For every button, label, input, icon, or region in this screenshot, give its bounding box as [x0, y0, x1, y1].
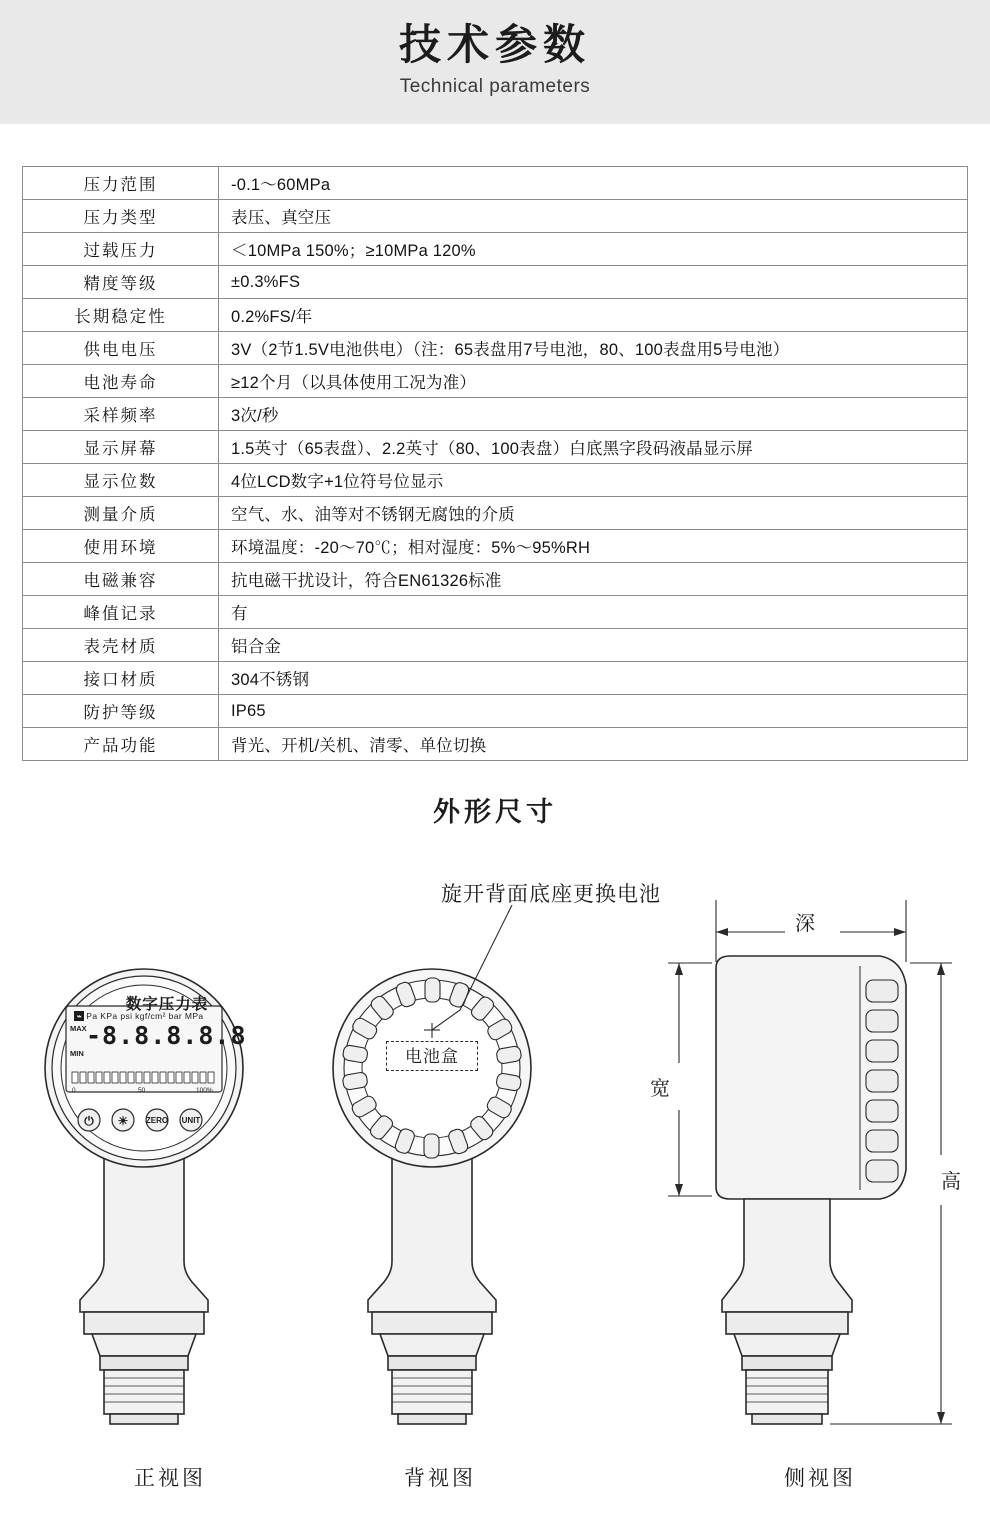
spec-key: 峰值记录: [23, 596, 219, 629]
dimension-label-height: 高: [941, 1171, 961, 1193]
spec-value: 环境温度：-20～70℃；相对湿度：5%～95%RH: [219, 530, 968, 563]
page-title-en: Technical parameters: [399, 76, 591, 97]
spec-key: 压力范围: [23, 167, 219, 200]
dimension-label-depth: 深: [795, 913, 815, 935]
spec-key: 防护等级: [23, 695, 219, 728]
spec-value: -0.1～60MPa: [219, 167, 968, 200]
spec-value: 表压、真空压: [219, 200, 968, 233]
spec-key: 显示位数: [23, 464, 219, 497]
battery-box-label: 电池盒: [386, 1041, 478, 1071]
zero-button-label[interactable]: ZERO: [145, 1116, 169, 1125]
lcd-digits: -8.8.8.8.8: [86, 1021, 247, 1050]
battery-replace-note: 旋开背面底座更换电池: [441, 883, 661, 906]
spec-key: 长期稳定性: [23, 299, 219, 332]
power-button-icon[interactable]: ⏻: [84, 1114, 94, 1128]
spec-value: 1.5英寸（65表盘）、2.2英寸（80、100表盘）白底黑字段码液晶显示屏: [219, 431, 968, 464]
spec-key: 产品功能: [23, 728, 219, 761]
spec-value: 3V（2节1.5V电池供电）（注：65表盘用7号电池，80、100表盘用5号电池）: [219, 332, 968, 365]
backlight-button-icon[interactable]: ☀: [117, 1114, 129, 1128]
spec-key: 显示屏幕: [23, 431, 219, 464]
spec-key: 过载压力: [23, 233, 219, 266]
bar-scale-mid-label: 50: [138, 1087, 146, 1094]
lcd-unit-kgfcm2: kgf/cm²: [135, 1011, 166, 1021]
caption-front-view: 正视图: [134, 1467, 206, 1490]
spec-key: 采样频率: [23, 398, 219, 431]
lcd-unit-psi: psi: [120, 1011, 133, 1021]
lcd-unit-mpa: MPa: [184, 1011, 204, 1021]
lcd-unit-kpa: KPa: [100, 1011, 118, 1021]
spec-value: 背光、开机/关机、清零、单位切换: [219, 728, 968, 761]
spec-value: 304不锈钢: [219, 662, 968, 695]
spec-key: 压力类型: [23, 200, 219, 233]
spec-value: 铝合金: [219, 629, 968, 662]
dimension-label-width: 宽: [650, 1078, 670, 1100]
gauge-face-title: 数字压力表: [125, 996, 209, 1013]
spec-value: 3次/秒: [219, 398, 968, 431]
spec-value: 抗电磁干扰设计，符合EN61326标准: [219, 563, 968, 596]
lcd-unit-indicator-icon: ⌁: [76, 1011, 82, 1021]
spec-value: ≥12个月（以具体使用工况为准）: [219, 365, 968, 398]
lcd-min-indicator: MIN: [70, 1049, 84, 1058]
spec-value: 空气、水、油等对不锈钢无腐蚀的介质: [219, 497, 968, 530]
spec-key: 测量介质: [23, 497, 219, 530]
spec-key: 精度等级: [23, 266, 219, 299]
lcd-max-indicator: MAX: [70, 1024, 87, 1033]
spec-value: 有: [219, 596, 968, 629]
lcd-unit-bar: bar: [168, 1011, 183, 1021]
side-view-drawing: [716, 956, 906, 1424]
unit-button-label[interactable]: UNIT: [181, 1116, 201, 1125]
dimensions-section-title: 外形尺寸: [433, 797, 557, 827]
spec-value: 4位LCD数字+1位符号位显示: [219, 464, 968, 497]
caption-back-view: 背视图: [404, 1467, 476, 1490]
spec-value: 0.2%FS/年: [219, 299, 968, 332]
spec-value: ＜10MPa 150%；≥10MPa 120%: [219, 233, 968, 266]
spec-key: 使用环境: [23, 530, 219, 563]
spec-key: 供电电压: [23, 332, 219, 365]
spec-value: ±0.3%FS: [219, 266, 968, 299]
back-view-drawing: [333, 905, 531, 1424]
lcd-unit-pa: Pa: [86, 1011, 98, 1021]
spec-key: 表壳材质: [23, 629, 219, 662]
spec-key: 电池寿命: [23, 365, 219, 398]
spec-key: 电磁兼容: [23, 563, 219, 596]
caption-side-view: 侧视图: [784, 1467, 856, 1490]
bar-scale-max-label: 100%: [196, 1087, 213, 1094]
bar-scale-min-label: 0: [72, 1087, 76, 1094]
page-title-cn: 技术参数: [398, 21, 591, 68]
spec-value: IP65: [219, 695, 968, 728]
spec-key: 接口材质: [23, 662, 219, 695]
